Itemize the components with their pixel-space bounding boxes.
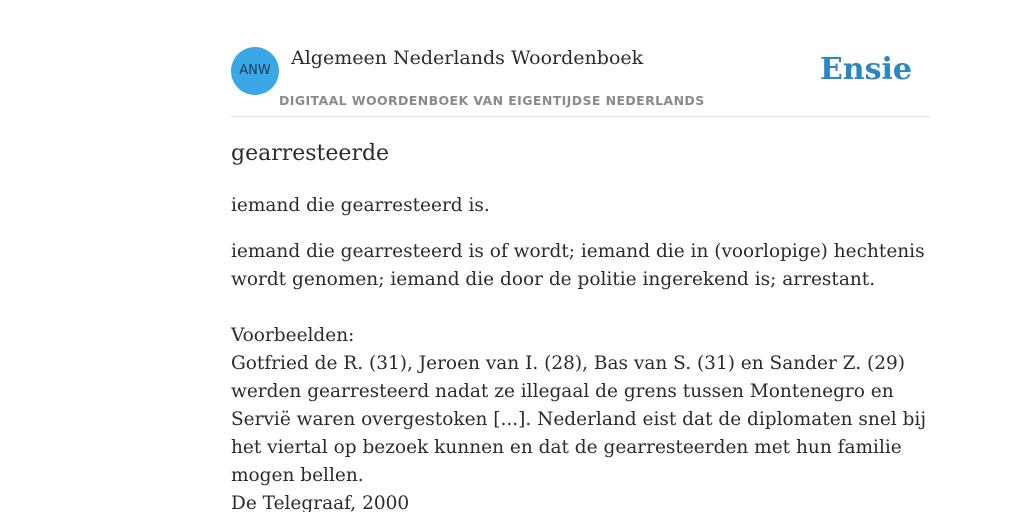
example-source: De Telegraaf, 2000 <box>231 493 410 512</box>
anw-logo[interactable]: ANW <box>231 47 279 95</box>
spacer <box>231 294 936 322</box>
headword: gearresteerde <box>231 141 390 166</box>
examples-label: Voorbeelden: <box>231 325 355 346</box>
entry-content <box>231 138 936 512</box>
ensie-brand-logo[interactable]: Ensie <box>819 52 912 87</box>
dictionary-title[interactable]: Algemeen Nederlands Woordenboek <box>291 47 644 69</box>
short-definition: iemand die gearresteerd is. <box>231 195 490 216</box>
dictionary-subtitle: DIGITAAL WOORDENBOEK VAN EIGENTIJDSE NEDERLANDS <box>279 93 705 108</box>
long-definition: iemand die gearresteerd is of wordt; iemand die in (voorlopige) hechtenis wordt genomen; iemand die door de politie ingerekend is; arrestant. <box>231 241 925 290</box>
example-text: Gotfried de R. (31), Jeroen van I. (28), Bas van S. (31) en Sander Z. (29) werden gearresteerd nadat ze illegaal de grens tussen Montenegro en Servië waren overgestoken [...]. Nederland eist dat de diplomaten snel bij het viertal op bezoek kunnen en dat de gearresteerden met hun familie mogen bellen. <box>231 353 927 486</box>
dictionary-header <box>231 46 931 117</box>
